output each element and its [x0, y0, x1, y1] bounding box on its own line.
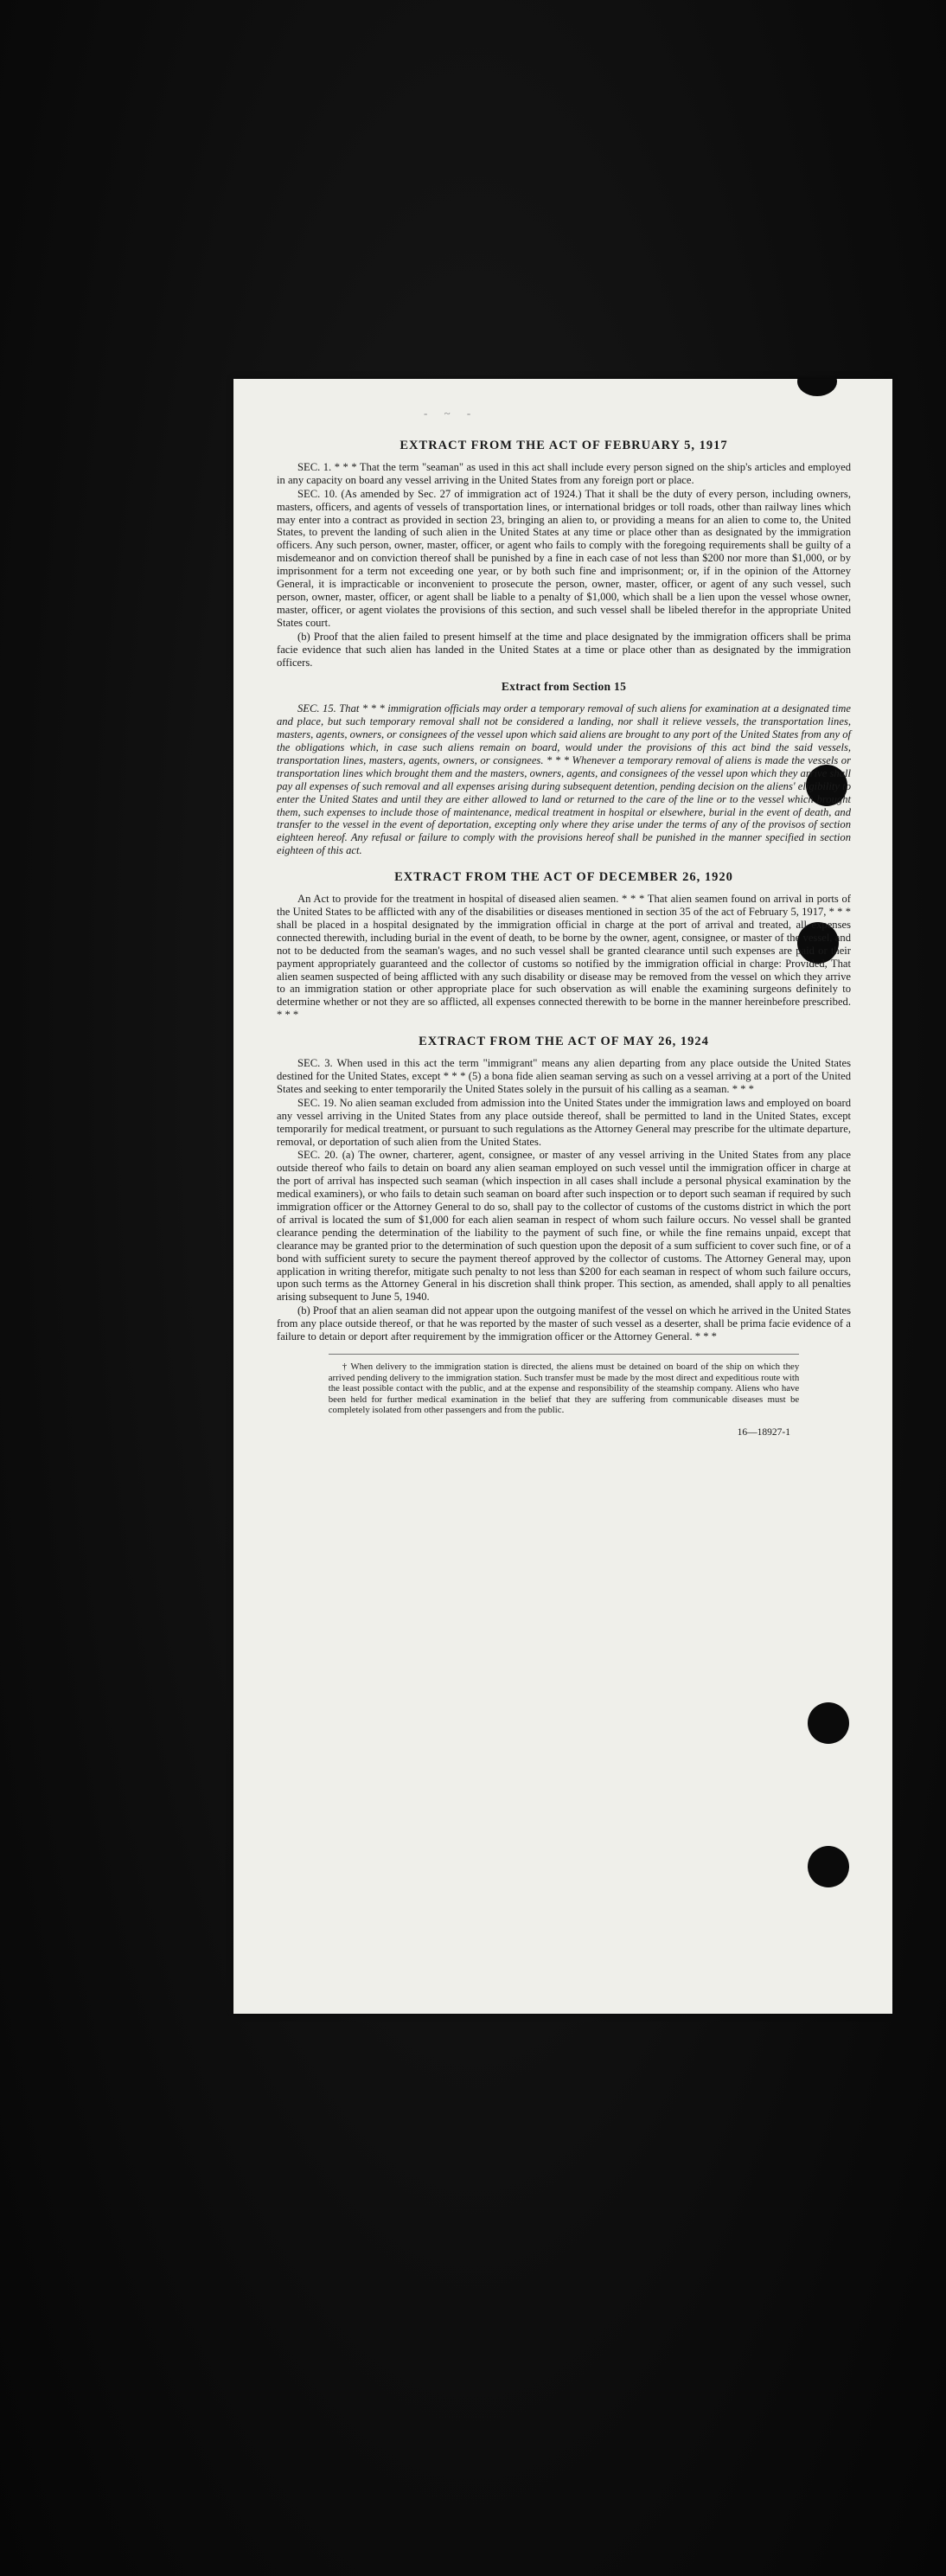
section-10: SEC. 10. (As amended by Sec. 27 of immigration act of 1924.) That it shall be the duty of every person, including owners, masters, officers, and agents of vessels of transportation lines, or international bridges or toll roads, other than railway lines which may enter into a contract as provided in section 23, bringing an alien to, or providing a means for an alien to come to, the United States, to prevent the landing of such alien in the United States at any time or place other than as designated by the immigration officers. Any such person, owner, master, officer, or agent who fails to comply with the foregoing requirements shall be guilty of a misdemeanor and on conviction thereof shall be punished by a fine in each case of not less than $200 nor more than $1,000, or by imprisonment for a term not exceeding one year, or by both such fine and imprisonment; or, if in the opinion of the Attorney General, it is impracticable or inconvenient to prosecute the person, owner, master, officer, or agent of any such vessel, such person, owner, master, officer, or agent shall be liable to a penalty of $1,000, which shall be a lien upon the vessel whose owner, master, officer, or agent violates the provisions of this section, and such vessel shall be libeled therefor in the appropriate United States court.	[277, 487, 851, 629]
document-text	[277, 439, 851, 1439]
section-3: SEC. 3. When used in this act the term "immigrant" means any alien departing from any place outside the United States destined for the United States, except * * * (5) a bona fide alien seaman serving as such on a vessel arriving at a port of the United States and seeking to enter temporarily the United States solely in the pursuit of his calling as a seaman. * * *	[277, 1057, 851, 1095]
section-10-b: (b) Proof that the alien failed to present himself at the time and place designated by the immigration officers shall be prima facie evidence that such alien has landed in the United States at a time or place other than as designated by the immigration officers.	[277, 630, 851, 669]
document-page	[233, 379, 892, 2014]
heading-act-1917: EXTRACT FROM THE ACT OF FEBRUARY 5, 1917	[399, 439, 728, 452]
section-20-b: (b) Proof that an alien seaman did not appear upon the outgoing manifest of the vessel on which he arrived in the United States from any place outside thereof, or that he was reported by the master of such vessel as a deserter, shall be prima facie evidence of a failure to detain or deport after requirement by the immigration officer or the Attorney General. * * *	[277, 1304, 851, 1343]
punch-hole-3	[808, 1702, 849, 1744]
punch-hole-4	[808, 1846, 849, 1887]
heading-act-1924: EXTRACT FROM THE ACT OF MAY 26, 1924	[419, 1035, 709, 1049]
top-mark: - ~ -	[424, 407, 478, 420]
section-1: SEC. 1. * * * That the term "seaman" as used in this act shall include every person signed on the ship's articles and employed in any capacity on board any vessel arriving in the United States from any foreign port or place.	[277, 460, 851, 486]
form-number: 16—18927-1	[737, 1426, 790, 1438]
heading-section-15: Extract from Section 15	[501, 680, 627, 694]
footnote-text: † When delivery to the immigration station is directed, the aliens must be detained on board of the ship on which they arrived pending delivery to the immigration station. Such transfer must be made by the most direct and expeditious route with the least possible contact with the public, and at the expense and responsibility of the steamship company. Aliens who have been held for further medical examination in the belief that they are suffering from communicable diseases must be completely isolated from other passengers and from the public.	[328, 1362, 800, 1416]
act-1920-text: An Act to provide for the treatment in hospital of diseased alien seamen. * * * That alien seamen found on arrival in ports of the United States to be afflicted with any of the disabilities or diseases mentioned in section 35 of the act of February 5, 1917, * * * shall be placed in a hospital designated by the immigration official in charge at the port of arrival and treated, all expenses connected therewith, including burial in the event of death, to be borne by the owner, agent, consignee, or master of the vessel, and not to be deducted from the seaman's wages, and no such vessel shall be granted clearance until such expenses are paid or their payment appropriately guaranteed and the collector of customs so notified by the immigration official in charge: Provided, That alien seamen suspected of being afflicted with any such disability or disease may be removed from the vessel on which they arrive to an immigration station or other appropriate place for such observation as will enable the examining surgeons definitely to determine whether or not they are so afflicted, all expenses connected therewith to be borne in the manner hereinbefore prescribed. * * *	[277, 893, 851, 1022]
heading-act-1920: EXTRACT FROM THE ACT OF DECEMBER 26, 1920	[394, 870, 733, 885]
punch-hole-top	[797, 379, 837, 396]
section-19: SEC. 19. No alien seaman excluded from admission into the United States under the immigration laws and employed on board any vessel arriving in the United States from any place outside thereof, shall be permitted to land in the United States, except temporarily for medical treatment, or pursuant to such regulations as the Attorney General may prescribe for the ultimate departure, removal, or deportation of such alien from the United States.	[277, 1096, 851, 1148]
section-15: SEC. 15. That * * * immigration officials may order a temporary removal of such aliens for examination at a designated time and place, but such temporary removal shall not be considered a landing, nor shall it relieve vessels, the transportation lines, masters, agents, owners, or consignees of the vessel upon which said aliens are brought to any port of the United States from any of the obligations which, in case such aliens remain on board, would under the provisions of this act bind the said vessels, transportation lines, masters, agents, owners, or consignees. * * * Whenever a temporary removal of aliens is made the vessels or transportation lines which brought them and the masters, owners, agents, and consignees of the vessel upon which they arrive shall pay all expenses of such removal and all expenses arising during subsequent detention, pending decision on the aliens' eligibility to enter the United States and until they are either allowed to land or returned to the care of the line or to the vessel which brought them, such expenses to include those of maintenance, medical treatment in hospital or elsewhere, burial in the event of death, and transfer to the vessel in the event of deportation, excepting only where they arise under the terms of any of the provisos of section eighteen hereof. Any refusal or failure to comply with the provisions hereof shall be punished in the manner specified in section eighteen of this act.	[277, 702, 851, 857]
section-20-a: SEC. 20. (a) The owner, charterer, agent, consignee, or master of any vessel arriving in the United States from any place outside thereof who fails to detain on board any alien seaman employed on such vessel until the immigration officer in charge at the port of arrival has inspected such seaman (which inspection in all cases shall include a personal physical examination by the medical examiners), or who fails to detain such seaman on board after such inspection or to deport such seaman if required by such immigration officer or the Attorney General to do so, shall pay to the collector of customs of the customs district in which the port of arrival is located the sum of $1,000 for each alien seaman in respect of whom such failure occurs. No vessel shall be granted clearance pending the determination of the liability to the payment of such fine, or while the fine remains unpaid, except that clearance may be granted prior to the determination of such question upon the deposit of a sum sufficient to cover such fine, or of a bond with sufficient surety to secure the payment thereof approved by the collector of customs. The Attorney General may, upon application in writing therefor, mitigate such penalty to not less than $200 for each seaman in respect of whom such failure occurs, upon such terms as the Attorney General in his discretion shall think proper. This section, as amended, shall apply to all penalties arising subsequent to June 5, 1940.	[277, 1149, 851, 1304]
footnote	[329, 1354, 799, 1416]
